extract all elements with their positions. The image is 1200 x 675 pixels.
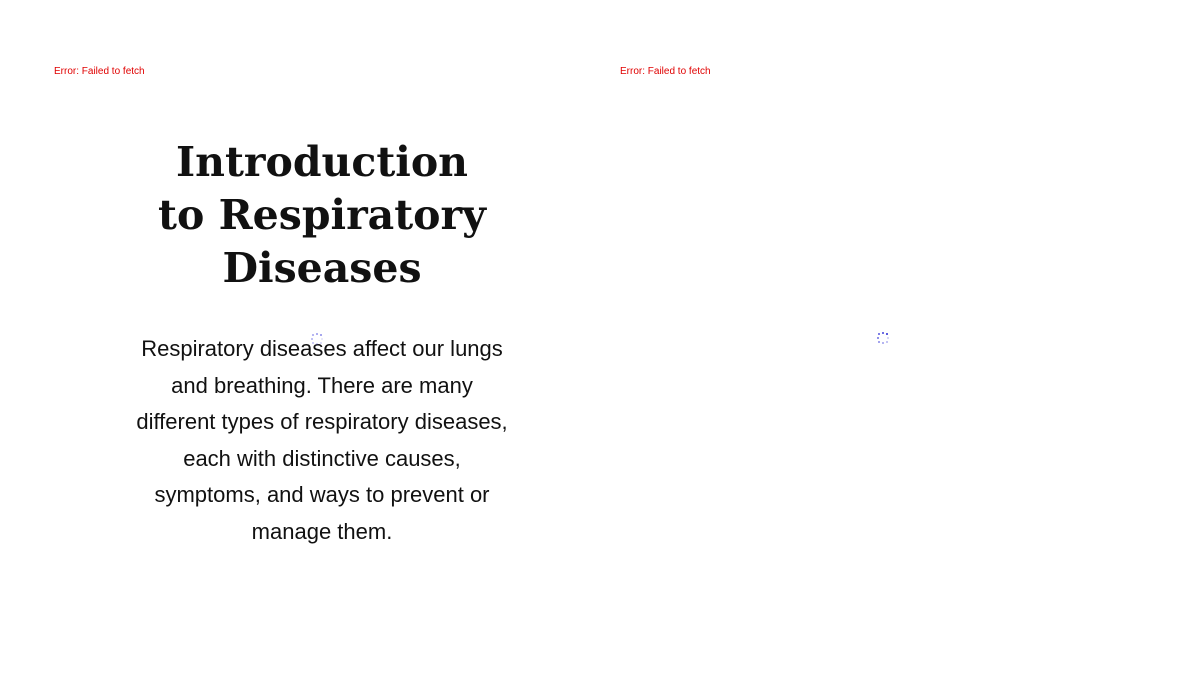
spinner-icon: [311, 333, 323, 345]
spinner-dot: [312, 342, 314, 344]
spinner-dot: [886, 333, 888, 335]
spinner-dot: [887, 337, 889, 339]
spinner-dot: [878, 341, 880, 343]
spinner-dot: [311, 338, 313, 340]
spinner-icon: [877, 332, 889, 344]
left-error-message: Error: Failed to fetch: [54, 66, 145, 77]
page-title: Introduction to Respiratory Diseases: [158, 138, 486, 292]
spinner-dot: [316, 343, 318, 345]
intro-paragraph: Respiratory diseases affect our lungs and breathing. There are many different types of respiratory diseases, each with distinctive causes, symptoms, and ways to prevent or manage them.: [136, 336, 508, 544]
spinner-dot: [320, 342, 322, 344]
right-error-message: Error: Failed to fetch: [620, 66, 711, 77]
spinner-dot: [320, 334, 322, 336]
spinner-dot: [321, 338, 323, 340]
spinner-dot: [882, 342, 884, 344]
spinner-dot: [312, 334, 314, 336]
spinner-dot: [882, 332, 884, 334]
spinner-dot: [316, 333, 318, 335]
spinner-dot: [878, 333, 880, 335]
spinner-dot: [886, 341, 888, 343]
spinner-dot: [877, 337, 879, 339]
